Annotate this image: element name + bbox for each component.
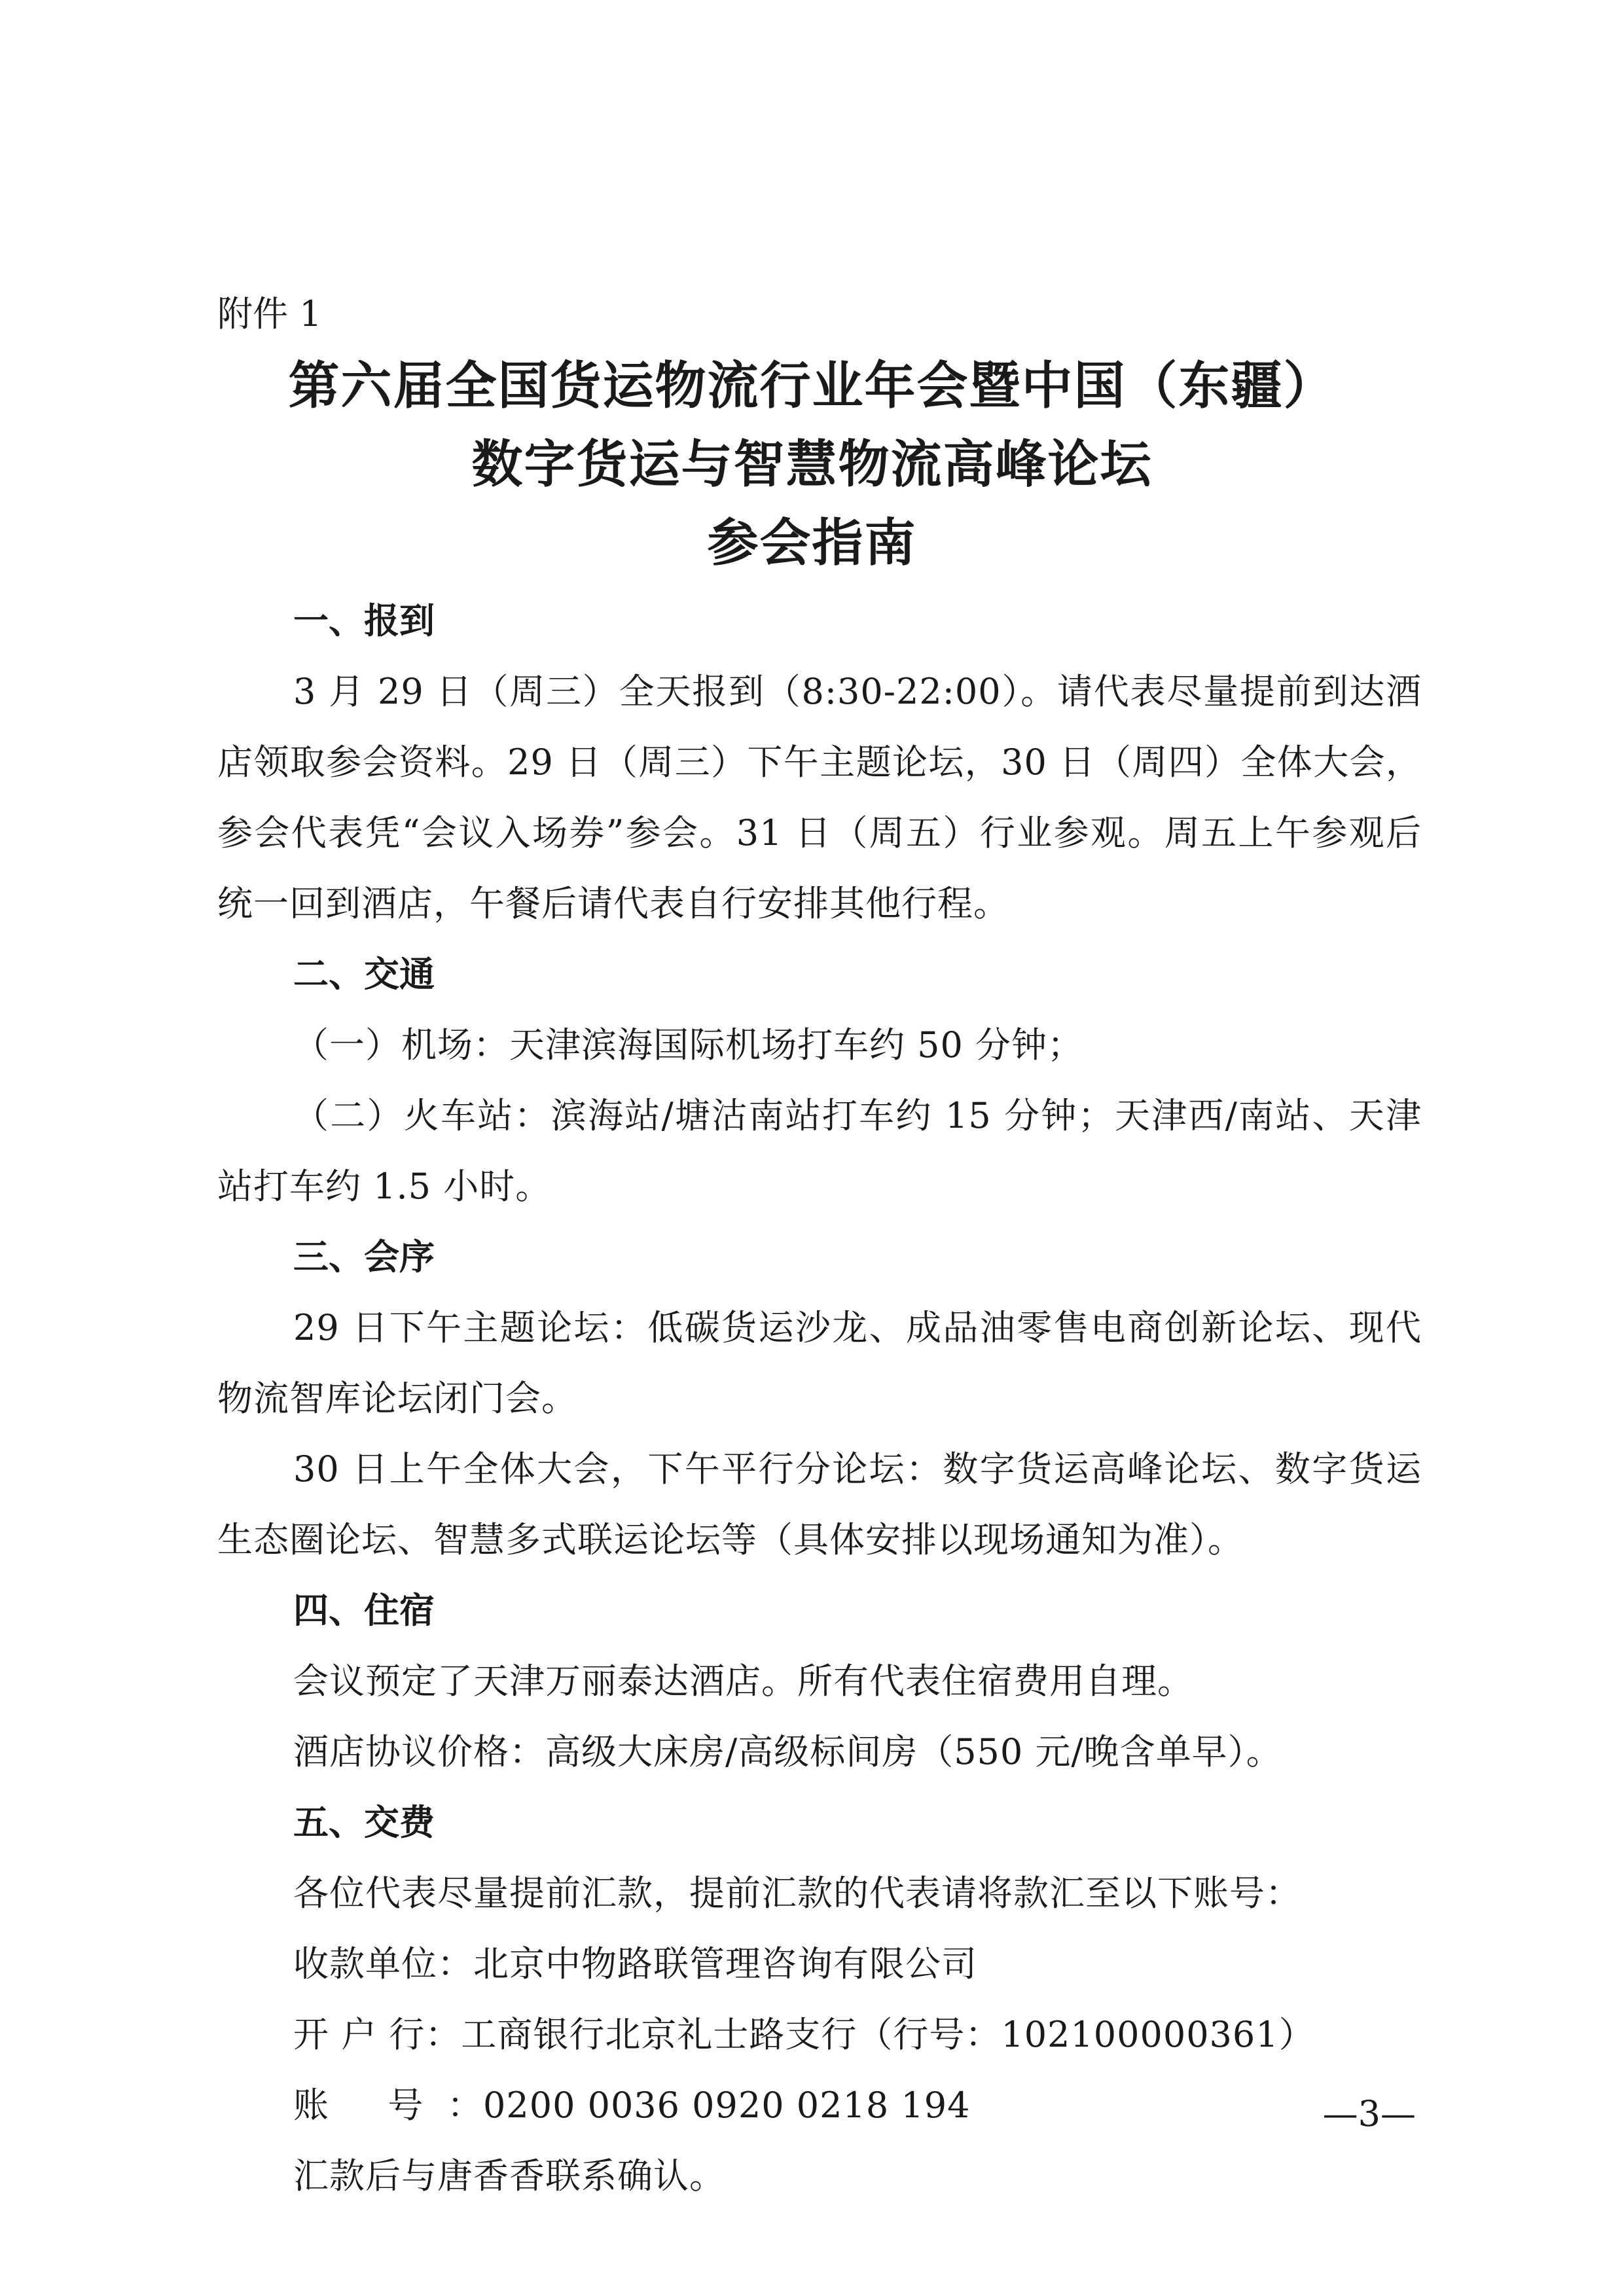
agenda-day-30: 30 日上午全体大会，下午平行分论坛：数字货运高峰论坛、数字货运生态圈论坛、智慧多式联运论坛等（具体安排以现场通知为准）。: [217, 1448, 1422, 1560]
title-line-1: 第六届全国货运物流行业年会暨中国（东疆）: [288, 357, 1336, 416]
section-heading-lodging: 四、住宿: [293, 1590, 435, 1631]
section-heading-transport: 二、交通: [293, 954, 435, 995]
agenda-day-29: 29 日下午主题论坛：低碳货运沙龙、成品油零售电商创新论坛、现代物流智库论坛闭门会。: [217, 1307, 1422, 1419]
account-label: 账 号：: [293, 2085, 483, 2126]
fees-bank-row: [217, 2000, 1422, 2070]
bank-label: 开 户 行：: [293, 2014, 461, 2055]
transport-airport: （一）机场：天津滨海国际机场打车约 50 分钟；: [293, 1024, 1084, 1066]
page-number: —3—: [1322, 2093, 1416, 2134]
section-heading-fees: 五、交费: [293, 1802, 435, 1843]
document-body: [217, 586, 1422, 2212]
lodging-price: 酒店协议价格：高级大床房/高级标间房（550 元/晚含单早）。: [293, 1731, 1282, 1772]
payee-label: 收款单位：: [293, 1943, 473, 1984]
title-line-2: 数字货运与智慧物流高峰论坛: [471, 435, 1153, 494]
title-line-3: 参会指南: [707, 514, 917, 573]
fees-account-row: [217, 2070, 1422, 2141]
fees-intro: 各位代表尽量提前汇款，提前汇款的代表请将款汇至以下账号：: [293, 1873, 1301, 1914]
section-heading-agenda: 三、会序: [293, 1236, 435, 1278]
lodging-hotel: 会议预定了天津万丽泰达酒店。所有代表住宿费用自理。: [293, 1660, 1193, 1702]
payee-value: 北京中物路联管理咨询有限公司: [473, 1943, 977, 1984]
account-value: 0200 0036 0920 0218 194: [483, 2085, 971, 2126]
fees-closing: 汇款后与唐香香联系确认。: [293, 2155, 725, 2197]
fees-payee-row: [217, 1929, 1422, 2000]
bank-value: 工商银行北京礼士路支行（行号：102100000361）: [461, 2014, 1315, 2055]
attachment-label: 附件 1: [217, 293, 322, 334]
transport-train: （二）火车站：滨海站/塘沽南站打车约 15 分钟；天津西/南站、天津站打车约 1.5 小时。: [217, 1095, 1422, 1207]
section-heading-registration: 一、报到: [293, 600, 435, 641]
registration-paragraph: 3 月 29 日（周三）全天报到（8:30-22:00）。请代表尽量提前到达酒店领取参会资料。29 日（周三）下午主题论坛，30 日（周四）全体大会，参会代表凭“会议入场券”参会。31 日（周五）行业参观。周五上午参观后统一回到酒店，午餐后请代表自行安排其他行程。: [217, 671, 1422, 924]
